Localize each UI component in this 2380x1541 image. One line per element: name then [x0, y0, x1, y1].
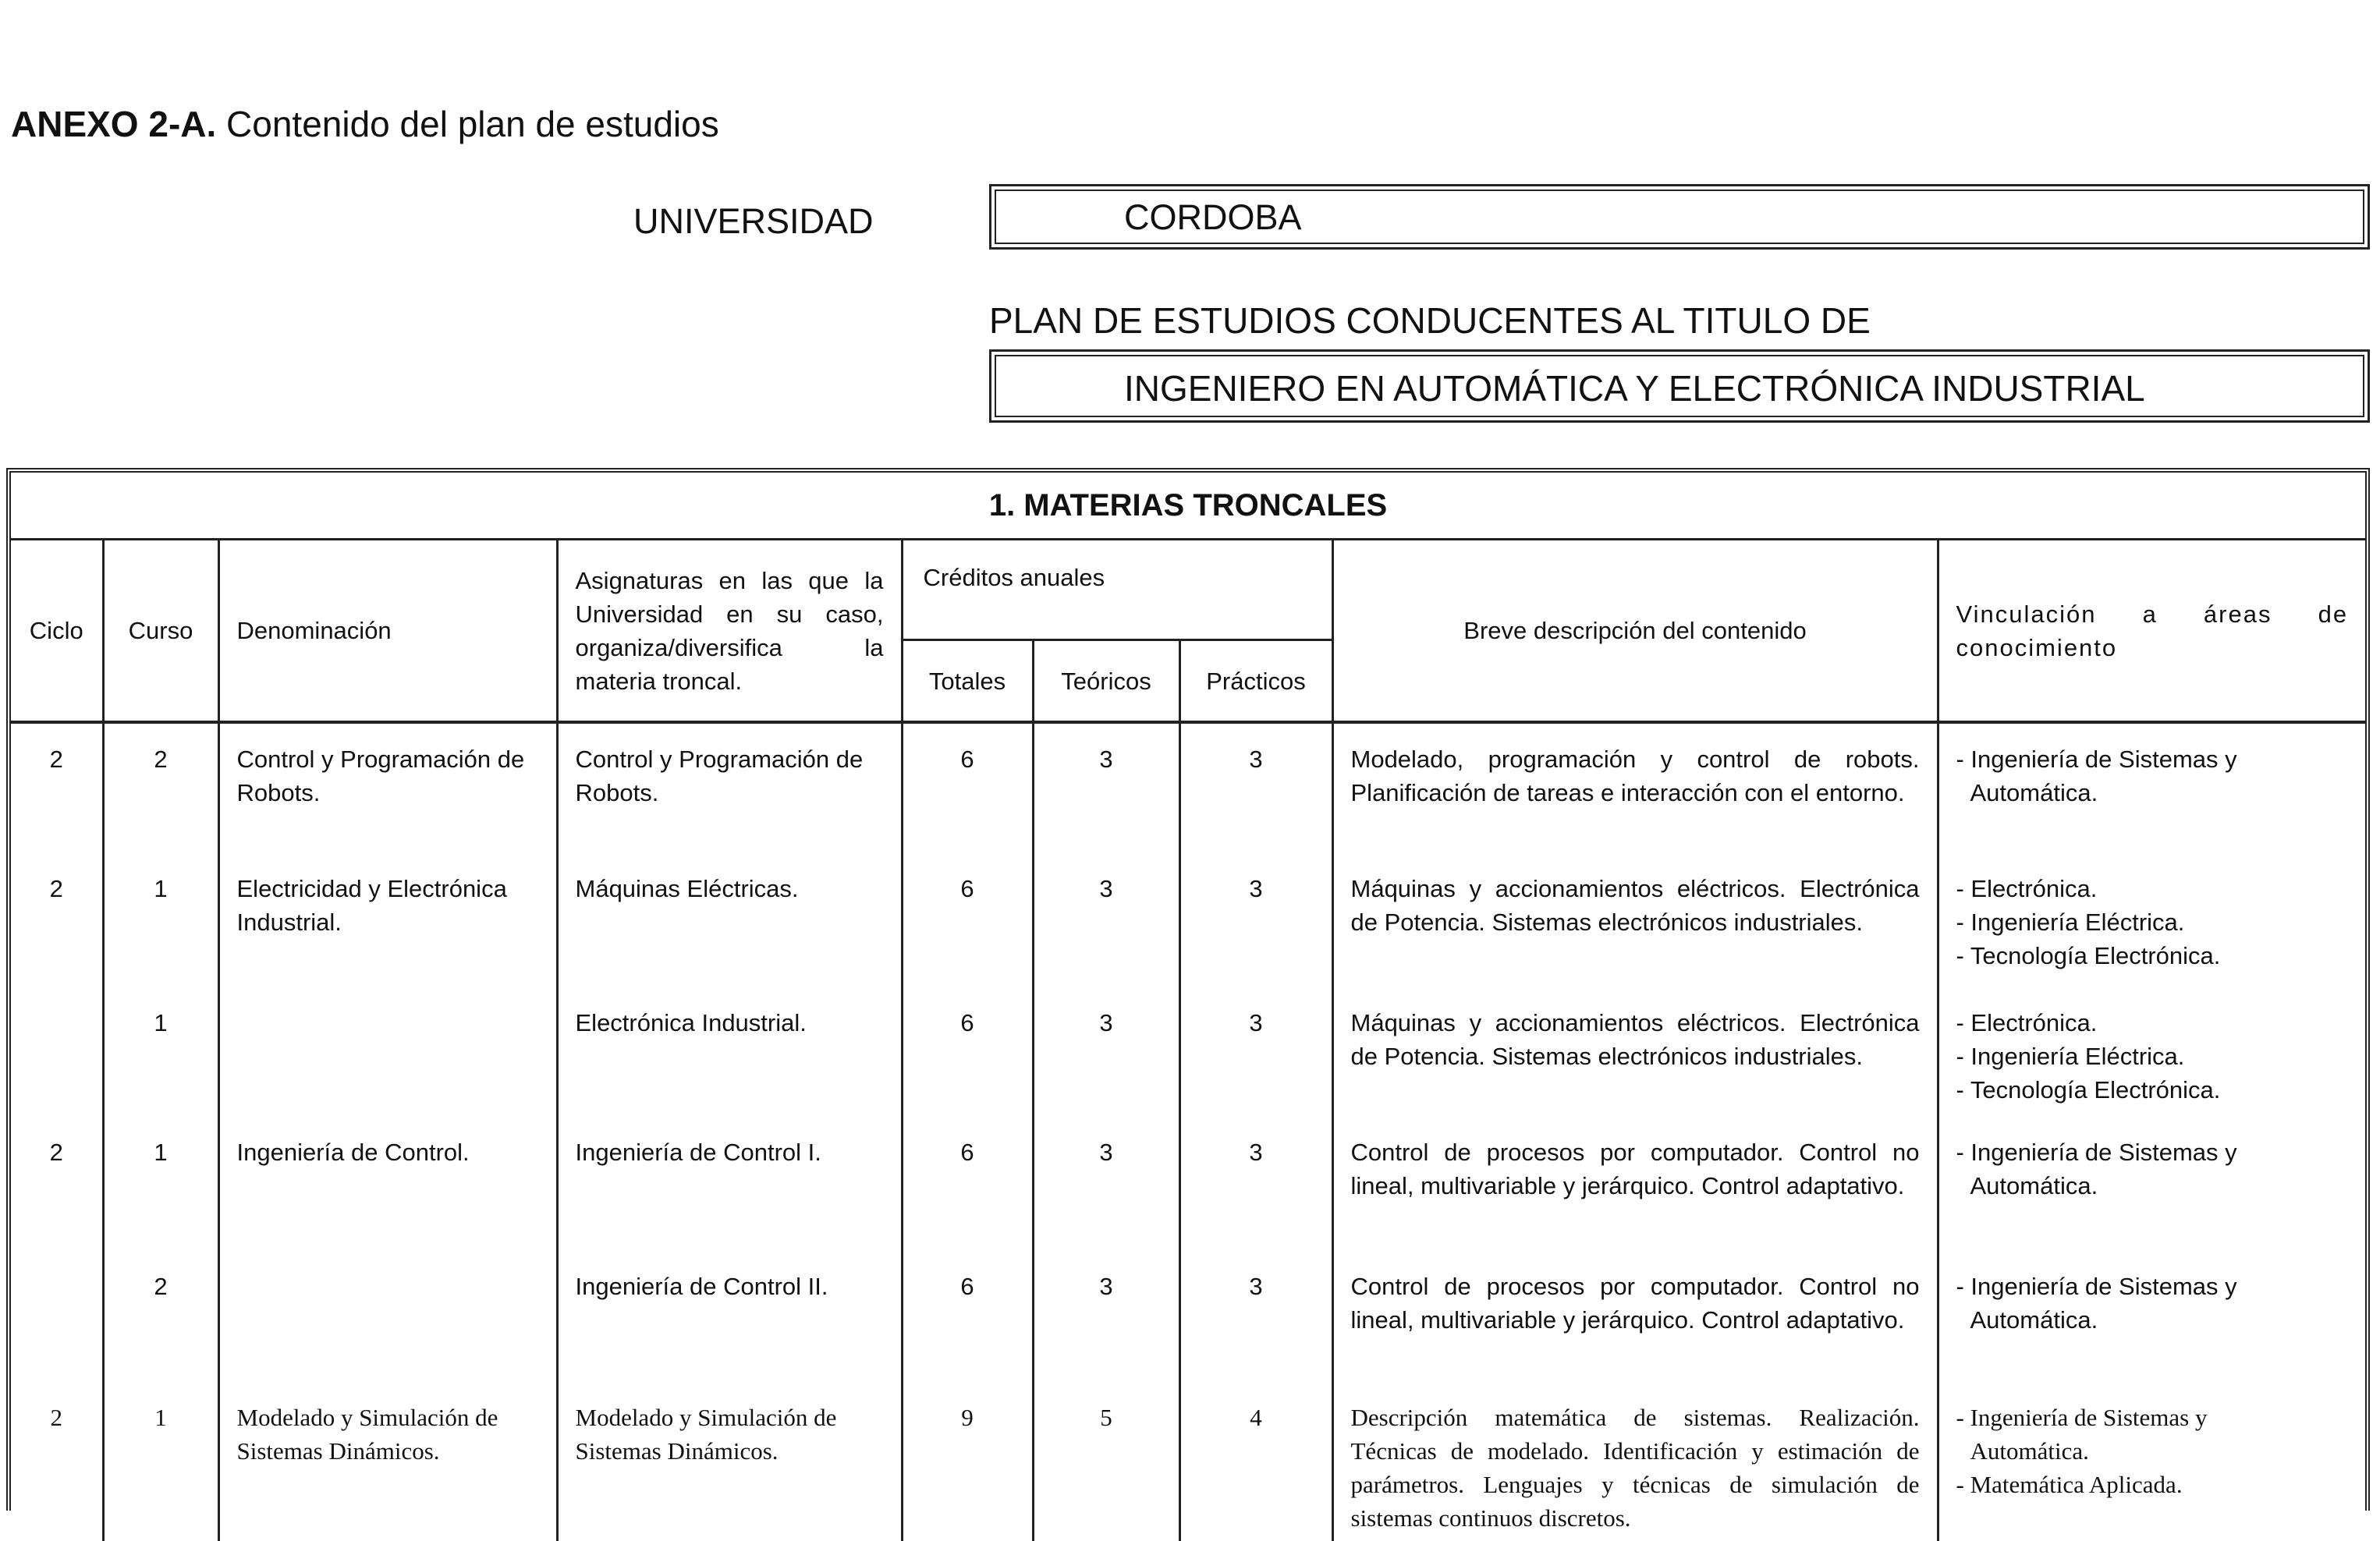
cell-totales: 6	[902, 853, 1033, 987]
cell-descripcion: Control de procesos por computador. Control no lineal, multivariable y jerárquico. Control adaptativo.	[1332, 1251, 1938, 1382]
cell-curso: 1	[103, 853, 218, 987]
cell-descripcion: Máquinas y accionamientos eléctricos. Electrónica de Potencia. Sistemas electrónicos industriales.	[1332, 987, 1938, 1117]
col-header-ciclo: Ciclo	[11, 540, 103, 723]
area-item: - Ingeniería Eléctrica.	[1956, 1043, 2185, 1070]
cell-totales: 9	[902, 1382, 1033, 1541]
cell-totales: 6	[902, 722, 1033, 853]
col-header-teoricos: Teóricos	[1033, 640, 1179, 723]
cell-curso: 1	[103, 1382, 218, 1541]
col-header-descripcion: Breve descripción del contenido	[1332, 540, 1938, 723]
cell-areas	[1938, 1382, 2365, 1541]
cell-teoricos: 3	[1033, 722, 1179, 853]
cell-asignatura: Ingeniería de Control I.	[557, 1117, 902, 1251]
university-box	[989, 184, 2370, 250]
col-header-totales: Totales	[902, 640, 1033, 723]
cell-areas	[1938, 722, 2365, 853]
area-item: Automática.	[1970, 1437, 2089, 1465]
cell-teoricos: 3	[1033, 853, 1179, 987]
col-header-curso: Curso	[103, 540, 218, 723]
cell-descripcion: Control de procesos por computador. Control no lineal, multivariable y jerárquico. Control adaptativo.	[1332, 1117, 1938, 1251]
area-item: Automática.	[1970, 1172, 2098, 1199]
area-item: Automática.	[1970, 779, 2098, 806]
cell-teoricos: 3	[1033, 1251, 1179, 1382]
cell-totales: 6	[902, 1251, 1033, 1382]
area-item: - Ingeniería de Sistemas y	[1956, 746, 2237, 773]
cell-denominacion: Control y Programación de Robots.	[218, 722, 557, 853]
area-item: - Tecnología Electrónica.	[1956, 1076, 2221, 1103]
cell-practicos: 3	[1179, 987, 1332, 1117]
cell-teoricos: 5	[1033, 1382, 1179, 1541]
table-row	[11, 1117, 2365, 1251]
cell-ciclo: 2	[11, 722, 103, 853]
university-value: CORDOBA	[1124, 197, 1302, 237]
cell-practicos: 3	[1179, 853, 1332, 987]
cell-ciclo: 2	[11, 1382, 103, 1541]
annex-title: Contenido del plan de estudios	[226, 104, 719, 144]
cell-denominacion: Electricidad y Electrónica Industrial.	[218, 853, 557, 987]
cell-totales: 6	[902, 987, 1033, 1117]
cell-descripcion: Modelado, programación y control de robots. Planificación de tareas e interacción con el entorno.	[1332, 722, 1938, 853]
degree-value: INGENIERO EN AUTOMÁTICA Y ELECTRÓNICA INDUSTRIAL	[1124, 368, 2145, 409]
cell-teoricos: 3	[1033, 987, 1179, 1117]
cell-descripcion: Descripción matemática de sistemas. Realización. Técnicas de modelado. Identificación y estimación de parámetros. Lenguajes y técnicas de simulación de sistemas continuos discretos.	[1332, 1382, 1938, 1541]
area-item: - Ingeniería de Sistemas y	[1956, 1139, 2237, 1166]
cell-teoricos: 3	[1033, 1117, 1179, 1251]
cell-practicos: 3	[1179, 722, 1332, 853]
area-item: - Tecnología Electrónica.	[1956, 942, 2221, 969]
cell-asignatura: Máquinas Eléctricas.	[557, 853, 902, 987]
cell-asignatura: Electrónica Industrial.	[557, 987, 902, 1117]
col-header-vinculacion: Vinculación a áreas de conocimiento	[1938, 540, 2365, 723]
cell-practicos: 4	[1179, 1382, 1332, 1541]
col-header-asignaturas: Asignaturas en las que la Universidad en su caso, organiza/diversifica la materia troncal.	[557, 540, 902, 723]
materias-troncales-table	[6, 468, 2370, 1532]
cell-ciclo	[11, 1251, 103, 1382]
cell-denominacion: Ingeniería de Control.	[218, 1117, 557, 1251]
cell-totales: 6	[902, 1117, 1033, 1251]
subjects-table	[11, 473, 2365, 1541]
table-row	[11, 1251, 2365, 1382]
cell-denominacion	[218, 1251, 557, 1382]
cell-areas	[1938, 987, 2365, 1117]
area-item: - Matemática Aplicada.	[1956, 1471, 2183, 1498]
cell-curso: 1	[103, 987, 218, 1117]
area-item: - Ingeniería de Sistemas y	[1956, 1273, 2237, 1300]
col-header-creditos: Créditos anuales	[902, 540, 1332, 640]
university-label: UNIVERSIDAD	[633, 201, 874, 241]
cell-ciclo: 2	[11, 1117, 103, 1251]
cell-asignatura: Control y Programación de Robots.	[557, 722, 902, 853]
cell-descripcion: Máquinas y accionamientos eléctricos. Electrónica de Potencia. Sistemas electrónicos industriales.	[1332, 853, 1938, 987]
cell-denominacion	[218, 987, 557, 1117]
annex-label: ANEXO 2-A.	[11, 104, 217, 144]
cell-asignatura: Ingeniería de Control II.	[557, 1251, 902, 1382]
plan-label: PLAN DE ESTUDIOS CONDUCENTES AL TITULO DE	[989, 300, 1871, 341]
cell-curso: 1	[103, 1117, 218, 1251]
cell-areas	[1938, 1117, 2365, 1251]
cell-denominacion: Modelado y Simulación de Sistemas Dinámicos.	[218, 1382, 557, 1541]
cell-asignatura: Modelado y Simulación de Sistemas Dinámicos.	[557, 1382, 902, 1541]
cell-curso: 2	[103, 1251, 218, 1382]
cell-practicos: 3	[1179, 1117, 1332, 1251]
table-row	[11, 987, 2365, 1117]
cell-ciclo: 2	[11, 853, 103, 987]
section-title: 1. MATERIAS TRONCALES	[11, 473, 2365, 540]
table-row	[11, 722, 2365, 853]
area-item: - Ingeniería Eléctrica.	[1956, 909, 2185, 936]
area-item: - Electrónica.	[1956, 1009, 2098, 1036]
cell-areas	[1938, 853, 2365, 987]
area-item: Automática.	[1970, 1306, 2098, 1334]
area-item: - Ingeniería de Sistemas y	[1956, 1404, 2208, 1431]
col-header-denominacion: Denominación	[218, 540, 557, 723]
annex-heading	[11, 103, 719, 145]
cell-ciclo	[11, 987, 103, 1117]
table-row	[11, 853, 2365, 987]
area-item: - Electrónica.	[1956, 875, 2098, 902]
degree-box	[989, 349, 2370, 423]
col-header-practicos: Prácticos	[1179, 640, 1332, 723]
cell-curso: 2	[103, 722, 218, 853]
table-row	[11, 1382, 2365, 1541]
cell-areas	[1938, 1251, 2365, 1382]
cell-practicos: 3	[1179, 1251, 1332, 1382]
